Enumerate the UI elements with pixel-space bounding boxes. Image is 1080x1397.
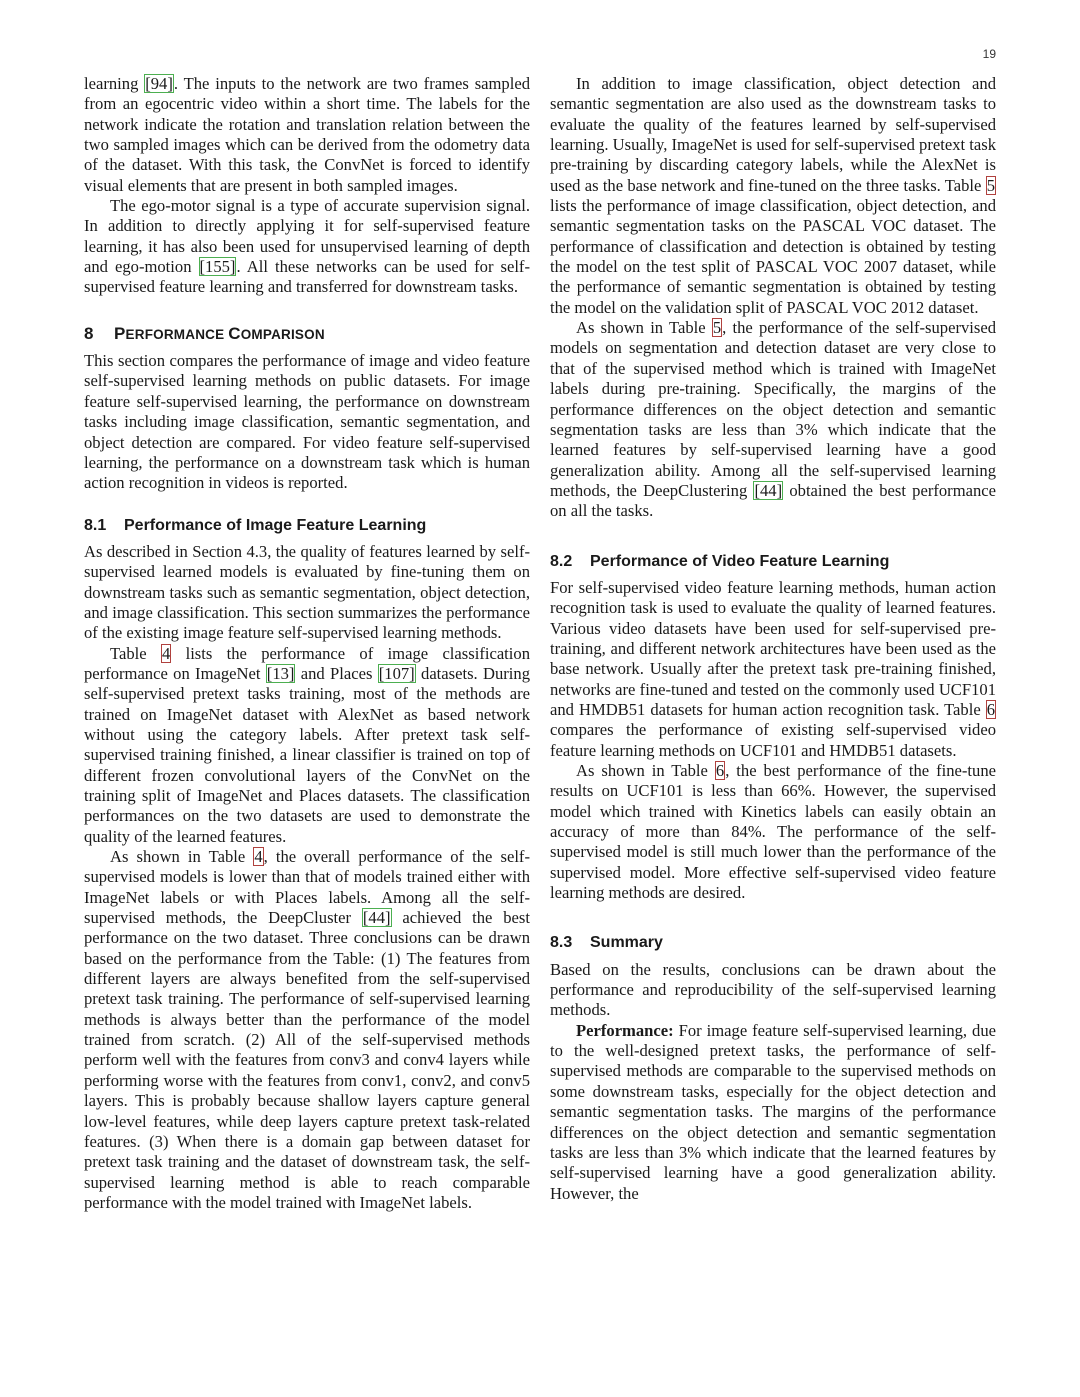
paragraph: Table 4 lists the performance of image classification performance on ImageNet [13] and Places [107] datasets. During self-supervised pretext tasks training, most of the methods are trained on ImageNet dataset with AlexNet as based network without using the category labels. After pretext task self-supervised training finished, a linear classifier is trained on top of different frozen convolutional layers of the ConvNet on the training split of ImageNet and Places datasets. The classification performances on the two datasets are used to demonstrate the quality of the learned features. — [84, 643, 531, 846]
section-heading-8-2: 8.2 Performance of Video Feature Learning — [550, 552, 890, 570]
citation-link[interactable]: [44] — [362, 908, 391, 928]
paragraph: For self-supervised video feature learning methods, human action recognition task is used to evaluate the quality of learned features. Various video datasets have been used for self-supervised pre-training, and different network architectures have been used as the base network. Usually after the pretext task pre-training finished, networks are fine-tuned and tested on the commonly used UCF101 and HMDB51 datasets for human action recognition task. Table 6 compares the performance of existing self-supervised video feature learning methods on UCF101 and HMDB51 datasets. — [550, 577, 996, 760]
table-reference-link[interactable]: 5 — [712, 318, 722, 338]
paragraph: As shown in Table 4, the overall performance of the self-supervised models is lower than that of models trained either with ImageNet labels or with Places labels. Among all the self-supervised methods, the DeepCluster [44] achieved the best performance on the two dataset. Three conclusions can be drawn based on the performance from the Table: (1) The features from different layers are always benefited from the self-supervised pretext task training. The performance of self-supervised learning methods is always better than the performance of the model trained from scratch. (2) All of the self-supervised methods perform well with the features from conv3 and conv4 layers while performing worse with the features from conv1, conv2, and conv5 layers. This is probably because shallow layers capture general low-level features, while deep layers capture pretext task-related features. (3) When there is a domain gap between dataset for pretext task training and the dataset of downstream task, the self-supervised learning method is able to reach comparable performance with the model trained with ImageNet labels. — [84, 847, 530, 1212]
section-heading-8: 8 PERFORMANCE COMPARISON — [84, 323, 325, 343]
paragraph: As shown in Table 5, the performance of the self-supervised models on segmentation and detection dataset are very close to that of the supervised method which is trained with ImageNet labels during pre-training. Specifically, the margins of the performance differences on the object detection and semantic segmentation tasks are less than 3% which indicate that the learned features by self-supervised learning have a good generalization ability. Among all the self-supervised learning methods, the DeepClustering [44] obtained the best performance on all the tasks. — [550, 318, 996, 521]
left-column — [84, 74, 530, 1213]
run-in-heading: Performance: — [576, 1020, 674, 1040]
right-column — [550, 74, 996, 1204]
citation-link[interactable]: [94] — [145, 74, 173, 93]
section-heading-8-1: 8.1 Performance of Image Feature Learning — [84, 516, 427, 534]
table-reference-link[interactable]: 6 — [986, 699, 995, 719]
paragraph: The ego-motor signal is a type of accurate supervision signal. In addition to directly applying it for self-supervised feature learning, it has also been used for unsupervised learning of depth and ego-motion [155]. All these networks can be used for self-supervised feature learning and transferred for downstream tasks. — [84, 196, 530, 297]
citation-link[interactable]: [155] — [199, 257, 236, 277]
table-reference-link[interactable]: 6 — [715, 761, 725, 780]
citation-link[interactable]: [13] — [266, 663, 295, 683]
paragraph: learning [94]. The inputs to the network are two frames sampled from an egocentric video within a short time. The labels for the network indicate the rotation and translation relation between the two sampled images which can be derived from the odometry data of the dataset. With this task, the ConvNet is forced to identify visual elements that are present in both sampled images. — [84, 74, 530, 195]
paragraph: Performance: For image feature self-supervised learning, due to the well-designed pretext tasks, the performance of self-supervised methods are comparable to the supervised methods on some downstream tasks, especially for the object detection and semantic segmentation tasks. The margins of the performance differences on the object detection and semantic segmentation tasks are less than 3% which indicate that the learned features by self-supervised learning have a good generalization ability. However, the — [550, 1020, 996, 1203]
paragraph: Based on the results, conclusions can be drawn about the performance and reproducibility of the self-supervised learning methods. — [550, 959, 996, 1020]
citation-link[interactable]: [107] — [378, 663, 415, 683]
citation-link[interactable]: [44] — [754, 480, 783, 500]
page-number: 19 — [982, 47, 996, 61]
paragraph: As shown in Table 6, the best performance of the fine-tune results on UCF101 is less than 66%. However, the supervised model which trained with Kinetics labels can easily obtain an accuracy of more than 84%. The performance of the self-supervised model is still much lower than the performance of the supervised model. More effective self-supervised video feature learning methods are desired. — [550, 761, 996, 903]
table-reference-link[interactable]: 5 — [986, 175, 995, 195]
table-reference-link[interactable]: 4 — [161, 643, 171, 663]
paragraph: This section compares the performance of image and video feature self-supervised learning methods on public datasets. For image feature self-supervised learning, the performance on downstream tasks including image classification, semantic segmentation, and object detection are compared. For video feature self-supervised learning, the performance on a downstream task which is human action recognition in videos is reported. — [84, 351, 530, 493]
section-heading-8-3: 8.3 Summary — [550, 934, 663, 952]
paragraph: As described in Section 4.3, the quality of features learned by self-supervised learned models is evaluated by fine-tuning them on downstream tasks such as semantic segmentation, object detection, and image classification. This section summarizes the performance of the existing image feature self-supervised learning methods. — [84, 541, 530, 643]
table-reference-link[interactable]: 4 — [254, 847, 263, 867]
paragraph: In addition to image classification, object detection and semantic segmentation are also used as the downstream tasks to evaluate the quality of the features learned by self-supervised learning. Usually, ImageNet is used for self-supervised pretext task pre-training by discarding category labels, while the AlexNet is used as the base network and fine-tuned on the three tasks. Table 5 lists the performance of image classification, object detection, and semantic segmentation tasks on the PASCAL VOC dataset. The performance of classification and detection is obtained by testing the model on the test split of PASCAL VOC 2007 dataset, while the performance of semantic segmentation is obtained by testing the model on the validation split of PASCAL VOC 2012 dataset. — [550, 74, 996, 317]
